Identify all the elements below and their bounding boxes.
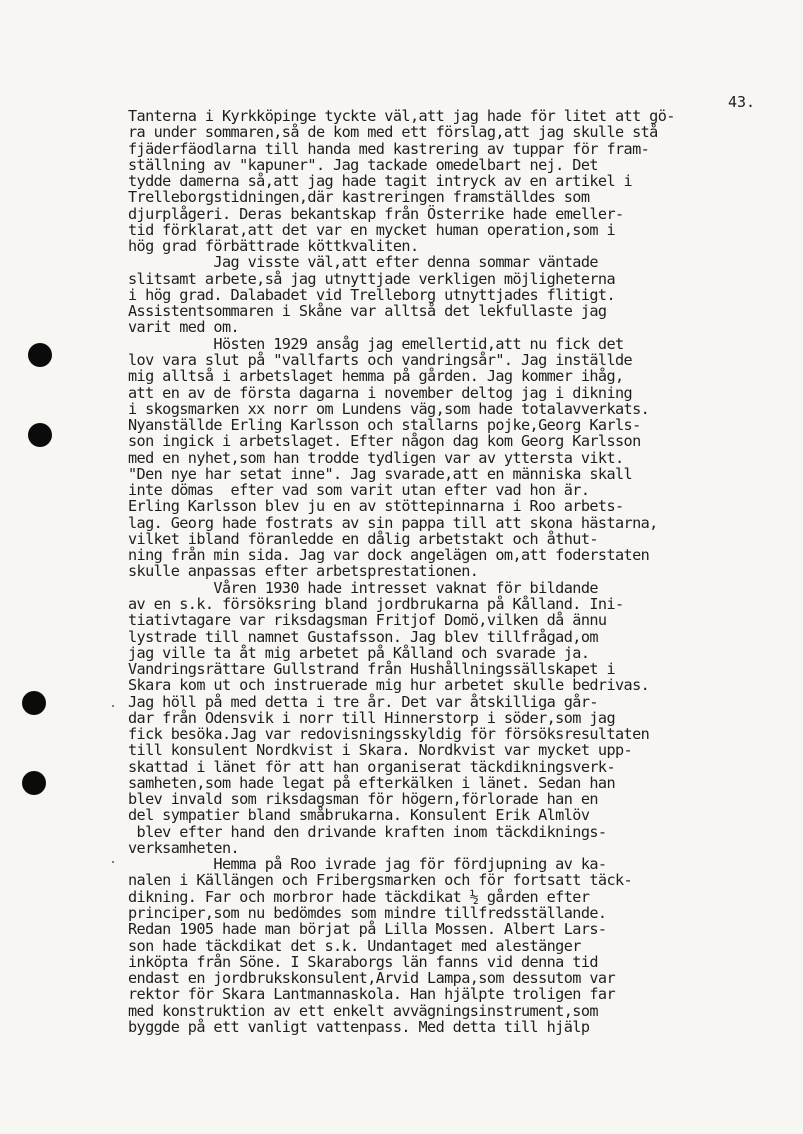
text-line: Jag höll på med detta i tre år. Det var åtskilliga går- <box>128 692 598 711</box>
text-line: att en av de första dagarna i november deltog jag i dikning <box>128 383 633 402</box>
stray-mark <box>112 861 114 863</box>
text-line: dikning. Far och morbror hade täckdikat ½ gården efter <box>128 887 590 906</box>
punch-hole <box>28 423 52 447</box>
text-line: "Den nye har setat inne". Jag svarade,att en människa skall <box>128 464 633 483</box>
text-line: med konstruktion av ett enkelt avvägningsinstrument,som <box>128 1001 598 1020</box>
text-line: Hösten 1929 ansåg jag emellertid,att nu fick det <box>128 334 624 353</box>
text-line: lov vara slut på "vallfarts och vandringsår". Jag inställde <box>128 350 633 369</box>
text-line: Jag visste väl,att efter denna sommar väntade <box>128 253 598 272</box>
punch-hole <box>28 343 52 367</box>
text-line: jag ville ta åt mig arbetet på Kålland och svarade ja. <box>128 643 590 662</box>
text-line: ning från min sida. Jag var dock angelägen om,att foderstaten <box>128 546 650 565</box>
text-line: Assistentsommaren i Skåne var alltså det lekfullaste jag <box>128 302 607 321</box>
text-line: inte dömas efter vad som varit utan efter vad hon är. <box>128 481 590 500</box>
text-line: son ingick i arbetslaget. Efter någon dag kom Georg Karlsson <box>128 432 641 451</box>
text-line: med en nyhet,som han trodde tydligen var av yttersta vikt. <box>128 448 624 467</box>
text-line: mig alltså i arbetslaget hemma på gården. Jag kommer ihåg, <box>128 367 624 386</box>
text-line: lystrade till namnet Gustafsson. Jag blev tillfrågad,om <box>128 627 598 646</box>
text-line: dar från Odensvik i norr till Hinnerstorp i söder,som jag <box>128 708 615 727</box>
stray-mark <box>112 705 114 707</box>
text-line: son hade täckdikat det s.k. Undantaget med alestänger <box>128 936 581 955</box>
text-line: skattad i länet för att han organiserat täckdikningsverk- <box>128 757 615 776</box>
text-line: ställning av "kapuner". Jag tackade omedelbart nej. Det <box>128 155 598 174</box>
text-line: vilket ibland föranledde en dålig arbetstakt och åthut- <box>128 529 598 548</box>
text-line: djurplågeri. Deras bekantskap från Österrike hade emeller- <box>128 204 624 223</box>
text-line: inköpta från Söne. I Skaraborgs län fanns vid denna tid <box>128 952 598 971</box>
text-line: lag. Georg hade fostrats av sin pappa till att skona hästarna, <box>128 513 658 532</box>
text-line: Trelleborgstidningen,där kastreringen framställdes som <box>128 188 590 207</box>
text-line: rektor för Skara Lantmannaskola. Han hjälpte troligen far <box>128 985 615 1004</box>
text-line: Tanterna i Kyrkköpinge tyckte väl,att jag hade för litet att gö- <box>128 107 675 125</box>
text-line: byggde på ett vanligt vattenpass. Med detta till hjälp <box>128 1017 590 1036</box>
text-line: nalen i Källängen och Fribergsmarken och för fortsatt täck- <box>128 871 633 890</box>
text-line: Våren 1930 hade intresset vaknat för bildande <box>128 578 598 597</box>
text-line: principer,som nu bedömdes som mindre tillfredsställande. <box>128 904 607 923</box>
text-line: skulle anpassas efter arbetsprestationen. <box>128 562 479 581</box>
text-line: Redan 1905 hade man börjat på Lilla Mossen. Albert Lars- <box>128 920 607 939</box>
text-line: fick besöka.Jag var redovisningsskyldig för försöksresultaten <box>128 725 650 744</box>
text-line: i hög grad. Dalabadet vid Trelleborg utnyttjades flitigt. <box>128 285 615 304</box>
text-line: slitsamt arbete,så jag utnyttjade verkligen möjligheterna <box>128 269 615 288</box>
text-line: Nyanställde Erling Karlsson och stallarns pojke,Georg Karls- <box>128 416 641 435</box>
text-line: tid förklarat,att det var en mycket human operation,som i <box>128 220 615 239</box>
text-line: till konsulent Nordkvist i Skara. Nordkvist var mycket upp- <box>128 741 633 760</box>
text-line: fjäderfäodlarna till handa med kastrering av tuppar för fram- <box>128 139 650 158</box>
text-line: av en s.k. försöksring bland jordbrukarna på Kålland. Ini- <box>128 594 624 613</box>
page-number: 43. <box>728 93 756 111</box>
text-line: endast en jordbrukskonsulent,Arvid Lampa,som dessutom var <box>128 969 615 988</box>
text-line: Vandringsrättare Gullstrand från Hushållningssällskapet i <box>128 660 615 679</box>
punch-hole <box>22 771 46 795</box>
text-line: hög grad förbättrade köttkvaliten. <box>128 237 419 256</box>
text-line: tiativtagare var riksdagsman Fritjof Domö,vilken då ännu <box>128 611 607 630</box>
text-line: tydde damerna så,att jag hade tagit intryck av en artikel i <box>128 172 633 191</box>
text-line: varit med om. <box>128 318 240 337</box>
typewritten-body <box>128 108 768 1035</box>
text-line: ra under sommaren,så de kom med ett förslag,att jag skulle stå <box>128 123 658 142</box>
punch-hole <box>22 691 46 715</box>
text-line: del sympatier bland småbrukarna. Konsulent Erik Almlöv <box>128 806 590 825</box>
text-line: blev efter hand den drivande kraften inom täckdiknings- <box>128 822 607 841</box>
text-line: i skogsmarken xx norr om Lundens väg,som hade totalavverkats. <box>128 399 650 418</box>
text-line: Skara kom ut och instruerade mig hur arbetet skulle bedrivas. <box>128 676 650 695</box>
text-line: samheten,som hade legat på efterkälken i länet. Sedan han <box>128 773 615 792</box>
text-line: Erling Karlsson blev ju en av stöttepinnarna i Roo arbets- <box>128 497 624 516</box>
text-line: blev invald som riksdagsman för högern,förlorade han en <box>128 790 598 809</box>
text-line: verksamheten. <box>128 838 240 857</box>
text-line: Hemma på Roo ivrade jag för fördjupning av ka- <box>128 855 607 874</box>
